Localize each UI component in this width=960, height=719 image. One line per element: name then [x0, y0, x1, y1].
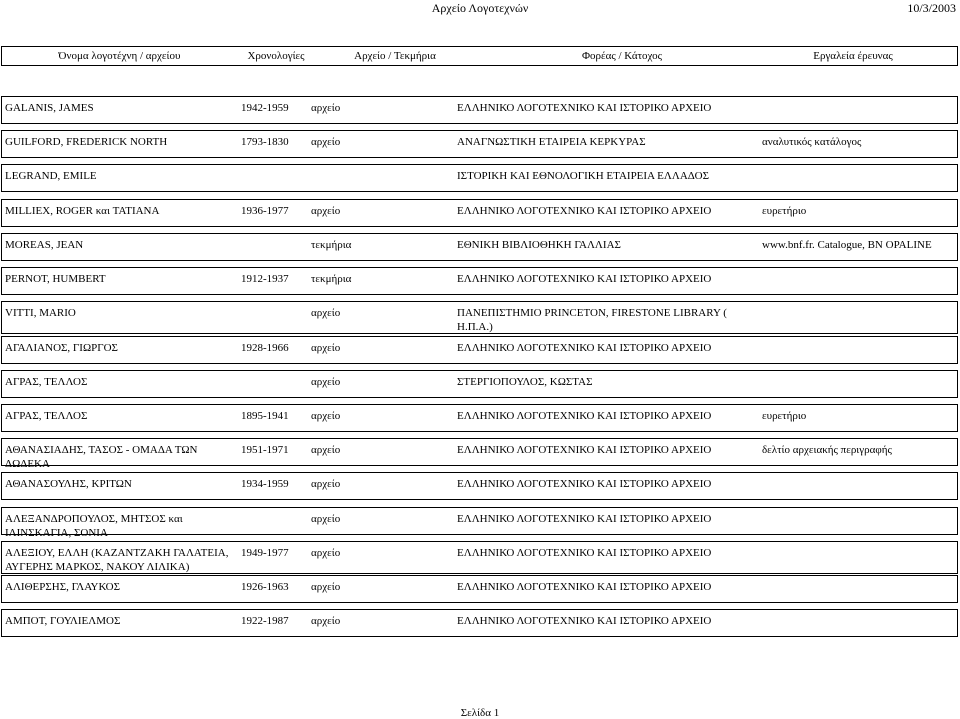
cell-archive-type: αρχείο — [311, 478, 341, 490]
table-row — [1, 609, 958, 637]
cell-holder: ΕΛΛΗΝΙΚΟ ΛΟΓΟΤΕΧΝΙΚΟ ΚΑΙ ΙΣΤΟΡΙΚΟ ΑΡΧΕΙΟ — [457, 547, 712, 559]
cell-archive-type: τεκμήρια — [311, 239, 352, 251]
cell-holder: ΣΤΕΡΓΙΟΠΟΥΛΟΣ, ΚΩΣΤΑΣ — [457, 376, 593, 388]
table-row — [1, 404, 958, 432]
table-row — [1, 130, 958, 158]
cell-name: ΑΘΑΝΑΣΟΥΛΗΣ, ΚΡΙΤΩΝ — [5, 478, 132, 490]
column-header-holder: Φορέας / Κάτοχος — [581, 50, 663, 62]
cell-research-tools: αναλυτικός κατάλογος — [762, 136, 862, 148]
cell-archive-type: αρχείο — [311, 376, 341, 388]
table-row — [1, 96, 958, 124]
cell-research-tools: δελτίο αρχειακής περιγραφής — [762, 444, 892, 456]
column-header-archive: Αρχείο / Τεκμήρια — [354, 50, 436, 62]
cell-name: ΑΓΡΑΣ, ΤΕΛΛΟΣ — [5, 376, 88, 388]
cell-research-tools: ευρετήριο — [762, 205, 807, 217]
cell-holder: ΕΘΝΙΚΗ ΒΙΒΛΙΟΘΗΚΗ ΓΑΛΛΙΑΣ — [457, 239, 621, 251]
table-row — [1, 164, 958, 192]
cell-archive-type: αρχείο — [311, 410, 341, 422]
cell-name: LEGRAND, EMILE — [5, 170, 97, 182]
page-title: Αρχείο Λογοτεχνών — [431, 1, 529, 15]
page-date: 10/3/2003 — [907, 1, 956, 15]
cell-name: ΑΓΑΛΙΑΝΟΣ, ΓΙΩΡΓΟΣ — [5, 342, 118, 354]
table-row — [1, 199, 958, 227]
cell-holder: ΕΛΛΗΝΙΚΟ ΛΟΓΟΤΕΧΝΙΚΟ ΚΑΙ ΙΣΤΟΡΙΚΟ ΑΡΧΕΙΟ — [457, 513, 712, 525]
cell-holder: ΕΛΛΗΝΙΚΟ ΛΟΓΟΤΕΧΝΙΚΟ ΚΑΙ ΙΣΤΟΡΙΚΟ ΑΡΧΕΙΟ — [457, 478, 712, 490]
cell-holder: ΕΛΛΗΝΙΚΟ ΛΟΓΟΤΕΧΝΙΚΟ ΚΑΙ ΙΣΤΟΡΙΚΟ ΑΡΧΕΙΟ — [457, 444, 712, 456]
cell-name: MILLIEX, ROGER και TATIANA — [5, 205, 160, 217]
column-header-name: Όνομα λογοτέχνη / αρχείου — [58, 50, 181, 62]
cell-archive-type: αρχείο — [311, 136, 341, 148]
table-row — [1, 301, 958, 334]
table-header — [1, 46, 958, 66]
table-row — [1, 438, 958, 470]
cell-archive-type: αρχείο — [311, 307, 341, 319]
cell-holder: ΕΛΛΗΝΙΚΟ ΛΟΓΟΤΕΧΝΙΚΟ ΚΑΙ ΙΣΤΟΡΙΚΟ ΑΡΧΕΙΟ — [457, 273, 712, 285]
cell-holder: ΙΣΤΟΡΙΚΗ ΚΑΙ ΕΘΝΟΛΟΓΙΚΗ ΕΤΑΙΡΕΙΑ ΕΛΛΑΔΟΣ — [457, 170, 709, 182]
cell-years: 1922-1987 — [241, 615, 289, 627]
cell-years: 1951-1971 — [241, 444, 289, 456]
cell-name: ΑΓΡΑΣ, ΤΕΛΛΟΣ — [5, 410, 88, 422]
cell-archive-type: αρχείο — [311, 102, 341, 114]
cell-research-tools: www.bnf.fr. Catalogue, BN OPALINE — [762, 239, 932, 251]
cell-years: 1949-1977 — [241, 547, 289, 559]
table-row — [1, 472, 958, 500]
cell-holder: ΕΛΛΗΝΙΚΟ ΛΟΓΟΤΕΧΝΙΚΟ ΚΑΙ ΙΣΤΟΡΙΚΟ ΑΡΧΕΙΟ — [457, 342, 712, 354]
cell-archive-type: αρχείο — [311, 513, 341, 525]
cell-name: VITTI, MARIO — [5, 307, 76, 319]
cell-name: ΑΜΠΟΤ, ΓΟΥΛΙΕΛΜΟΣ — [5, 615, 121, 627]
cell-name: ΑΘΑΝΑΣΙΑΔΗΣ, ΤΑΣΟΣ - ΟΜΑΔΑ ΤΩΝ ΔΩΔΕΚΑ — [5, 444, 198, 470]
cell-holder: ΕΛΛΗΝΙΚΟ ΛΟΓΟΤΕΧΝΙΚΟ ΚΑΙ ΙΣΤΟΡΙΚΟ ΑΡΧΕΙΟ — [457, 615, 712, 627]
cell-holder: ΠΑΝΕΠΙΣΤΗΜΙΟ PRINCETON, FIRESTONE LIBRARY ( Η.Π.Α.) — [457, 307, 727, 333]
cell-name: ΑΛΙΘΕΡΣΗΣ, ΓΛΑΥΚΟΣ — [5, 581, 120, 593]
cell-archive-type: αρχείο — [311, 205, 341, 217]
cell-archive-type: αρχείο — [311, 581, 341, 593]
table-row — [1, 507, 958, 539]
table-row — [1, 233, 958, 261]
column-header-tools: Εργαλεία έρευνας — [813, 50, 893, 62]
cell-holder: ΕΛΛΗΝΙΚΟ ΛΟΓΟΤΕΧΝΙΚΟ ΚΑΙ ΙΣΤΟΡΙΚΟ ΑΡΧΕΙΟ — [457, 205, 712, 217]
table-row — [1, 336, 958, 364]
cell-years: 1936-1977 — [241, 205, 289, 217]
table-row — [1, 370, 958, 398]
cell-holder: ΑΝΑΓΝΩΣΤΙΚΗ ΕΤΑΙΡΕΙΑ ΚΕΡΚΥΡΑΣ — [457, 136, 646, 148]
cell-years: 1934-1959 — [241, 478, 289, 490]
cell-name: ΑΛΕΞΑΝΔΡΟΠΟΥΛΟΣ, ΜΗΤΣΟΣ και ΙΛΙΝΣΚΑΓΙΑ, ΣΟΝΙΑ — [5, 513, 183, 539]
cell-holder: ΕΛΛΗΝΙΚΟ ΛΟΓΟΤΕΧΝΙΚΟ ΚΑΙ ΙΣΤΟΡΙΚΟ ΑΡΧΕΙΟ — [457, 410, 712, 422]
page-number: Σελίδα 1 — [460, 707, 500, 719]
cell-name: PERNOT, HUMBERT — [5, 273, 106, 285]
cell-years: 1793-1830 — [241, 136, 289, 148]
cell-research-tools: ευρετήριο — [762, 410, 807, 422]
cell-name: MOREAS, JEAN — [5, 239, 84, 251]
cell-years: 1895-1941 — [241, 410, 289, 422]
cell-years: 1928-1966 — [241, 342, 289, 354]
cell-archive-type: αρχείο — [311, 615, 341, 627]
cell-years: 1942-1959 — [241, 102, 289, 114]
cell-years: 1912-1937 — [241, 273, 289, 285]
cell-name: ΑΛΕΞΙΟΥ, ΕΛΛΗ (ΚΑΖΑΝΤΖΑΚΗ ΓΑΛΑΤΕΙΑ, ΑΥΓΕΡΗΣ ΜΑΡΚΟΣ, ΝΑΚΟΥ ΛΙΛΙΚΑ) — [5, 547, 229, 573]
cell-archive-type: αρχείο — [311, 342, 341, 354]
cell-name: GALANIS, JAMES — [5, 102, 94, 114]
cell-archive-type: τεκμήρια — [311, 273, 352, 285]
cell-archive-type: αρχείο — [311, 444, 341, 456]
cell-years: 1926-1963 — [241, 581, 289, 593]
cell-holder: ΕΛΛΗΝΙΚΟ ΛΟΓΟΤΕΧΝΙΚΟ ΚΑΙ ΙΣΤΟΡΙΚΟ ΑΡΧΕΙΟ — [457, 581, 712, 593]
cell-holder: ΕΛΛΗΝΙΚΟ ΛΟΓΟΤΕΧΝΙΚΟ ΚΑΙ ΙΣΤΟΡΙΚΟ ΑΡΧΕΙΟ — [457, 102, 712, 114]
cell-name: GUILFORD, FREDERICK NORTH — [5, 136, 168, 148]
table-row — [1, 541, 958, 574]
column-header-years: Χρονολογίες — [247, 50, 305, 62]
cell-archive-type: αρχείο — [311, 547, 341, 559]
table-row — [1, 267, 958, 295]
table-row — [1, 575, 958, 603]
